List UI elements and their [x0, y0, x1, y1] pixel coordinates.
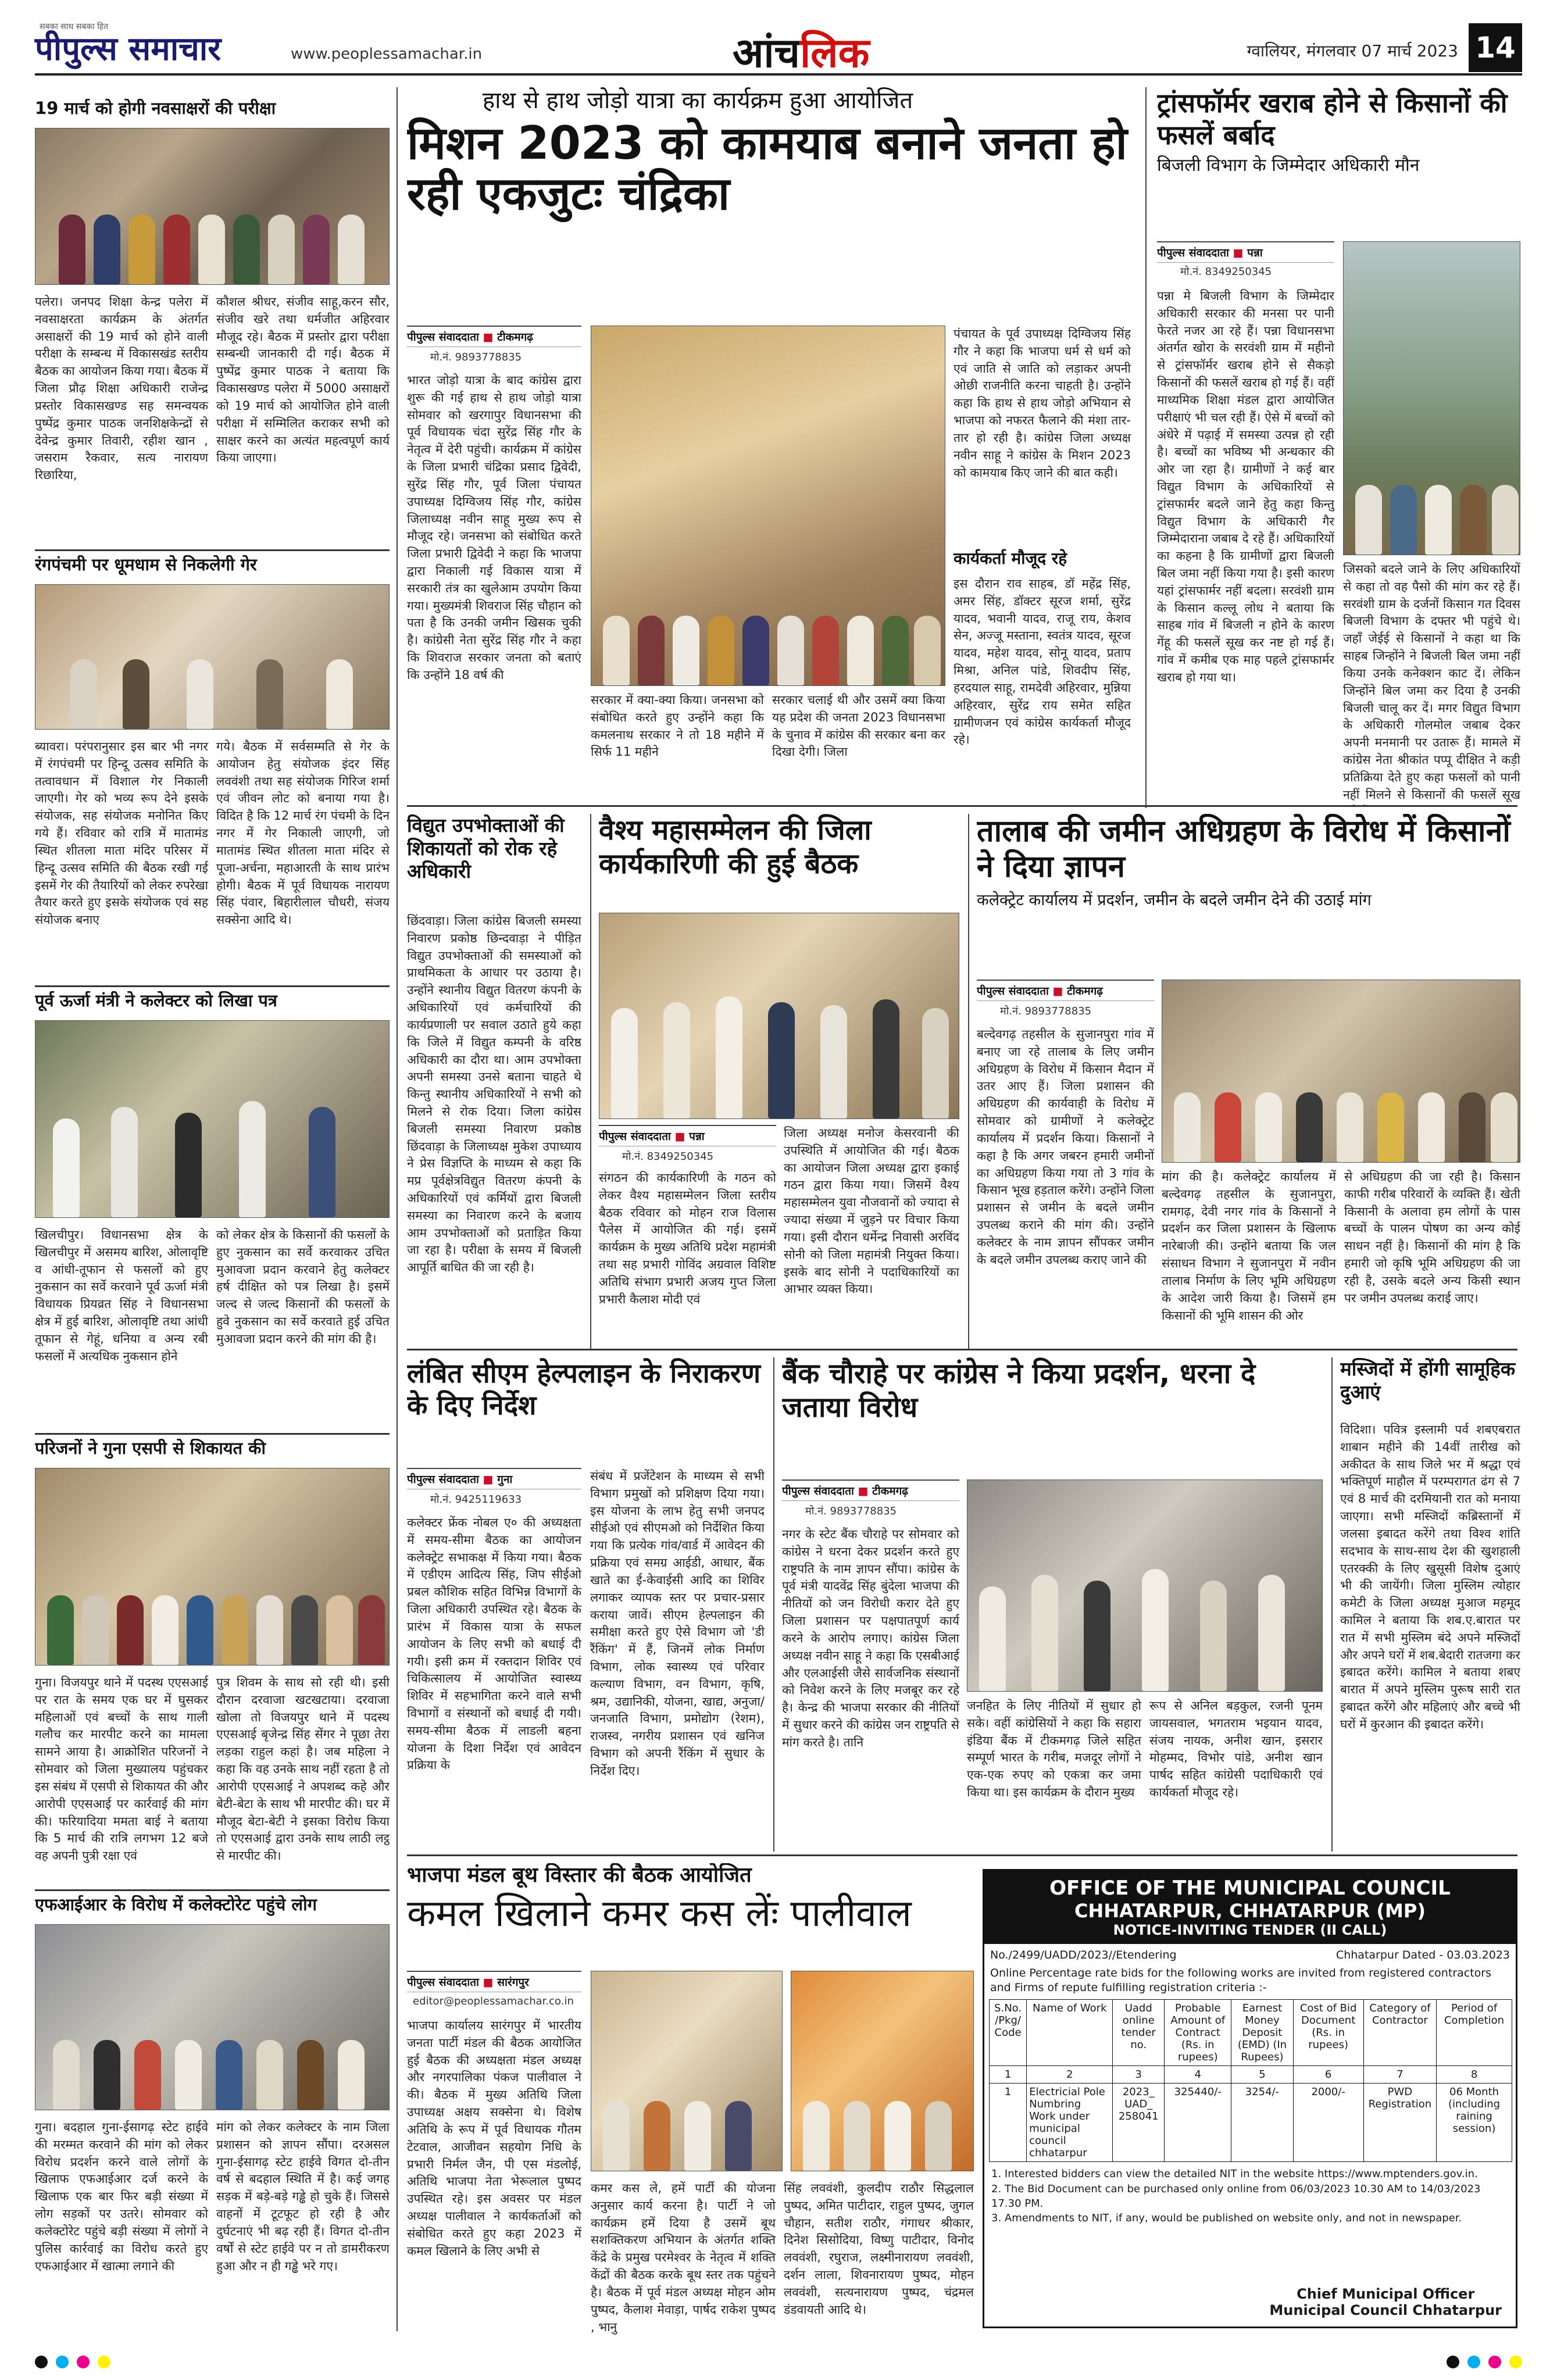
story-body: जिसको बदले जाने के लिए अधिकारियों से कहा तो वह पैसो की मांग कर रहे हैं। सरवंशी ग्राम के दर्जनों किसान गत दिवस बिजली विभाग के दफ्तर भी पहुंचे थे। जहाँ जेईई से किसानों ने कहा था कि साहब जिन्होंने ने बिजली बिल जमा नहीं किया उनके कनेक्शन काट दें। लेकिन जिन्होंने बिल जमा कर दिया है उनकी बिजली चालू कर दें। मगर विद्युत विभाग के अधिकारी गोलमोल जबाब देकर अपनी मनमानी पर उतारू हैं। मामले में कांग्रेस नेता श्रीकांत पप्पू दीक्षित ने कड़ी प्रतिक्रिया देते हुए कहा फसलों को पानी नहीं मिलने से किसानों की फसलें सूख [1343, 562, 1520, 802]
headline: पूर्व ऊर्जा मंत्री ने कलेक्टर को लिखा पत्र [35, 991, 277, 1010]
table-header: Name of Work [1027, 2000, 1113, 2066]
table-cell: 5 [1231, 2066, 1293, 2084]
news-photo [1162, 980, 1520, 1163]
story-divider [35, 1889, 390, 1891]
story-body: गुना। विजयपुर थाने में पदस्थ एएसआई पर रात के समय एक घर में घुसकर महिलाओं एवं बच्चों के साथ गाली गलौच कर मारपीट करने का मामला सामने आया है। आक्रोशित परिजनों ने सोमवार को जिला मुख्यालय पहुंचकर इस संबंध में एसपी से शिकायत की और आरोपी एएसआई पर कार्रवाई की मांग की। फरियादिया ममता बाई ने बताया कि 5 मार्च की रात्रि लगभग 12 बजे वह अपनी पुत्री रक्षा एवं [35, 1675, 208, 1863]
mobile-number: मो.नं. 8349250345 [622, 1150, 714, 1163]
story-body: कमर कस ले, हमें पार्टी की योजना अनुसार कार्य करना है। पार्टी ने जो कार्यक्रम हमें दिया है उसमें बूथ सशक्तिकरण अभियान के अंतर्गत शक्ति केंद्रे के प्रमुख परमेश्वर के नेतृत्व में शक्ति केंद्रों की बैठक करके बूथ स्तर तक पहुंचने है। बैठक में पूर्व मंडल अध्यक्ष मोहन ओम पुष्पद, कैलाश मेवाड़ा, पार्षद राकेश पुष्पद , भानु [591, 2181, 776, 2334]
story-bank-square-protest [782, 1357, 1323, 1852]
mobile-number: मो.नं. 9893778835 [1000, 1005, 1092, 1017]
headline: विद्युत उपभोक्ताओं की शिकायतों को रोक रहे अधिकारी [407, 814, 565, 883]
lead-story [407, 87, 1137, 805]
story-body: ब्यावरा। परंपरानुसार इस बार भी नगर में रंगपंचमी पर हिन्दू उत्सव समिति के तत्वावधान में विशाल गेर निकाली जाएगी। गेर को भव्य रूप देने इसके संयोजक, सह संयोजक मनोनित किए गये हैं। रविवार को रात्रि में मातामंड स्थित शीतला माता मंदिर परिसर में हिन्दू उत्सव समिति की बैठक रखी गई इसमें गेर की तैयारियों को लेकर रुपरेखा तैयार करते हुए इसके संयोजक एवं सह संयोजक बनाए [35, 739, 208, 927]
table-number-row [990, 2066, 1512, 2084]
story-body: छिंदवाड़ा। जिला कांग्रेस बिजली समस्या निवारण प्रकोष्ठ छिन्दवाड़ा ने पीड़ित विद्युत उपभोक्ताओं की समस्याओं को प्राथमिकता के आधार पर उठाया है। उन्होंने स्थानीय विद्युत वितरण कंपनी के अधिकारियों एवं कर्मचारियों की कार्यप्रणाली पर सवाल उठाते हुये कहा कि जिले में विद्युत कम्पनी के वरिष्ठ अधिकारी का दौरा था। आम उपभोक्ता अपनी समस्या उनसे बताना चाहते थे किन्तु स्थानीय अधिकारियों ने सभी को मिलने से रोक दिया। जिला कांग्रेस बिजली समस्या निवारण प्रकोष्ठ छिंदवाड़ा के जिलाध्यक्ष मुकेश उपाध्याय ने प्रेस विज्ञप्ति के माध्यम से कहा कि मप्र पूर्वक्षेत्रविद्युत वितरण कंपनी के अधिकारियों एवं कर्मियों द्वारा बिजली समस्या का निवारण करने के बजाय आम उपभोक्ताओं को प्रताड़ित किया जा रहा है। परीक्षा के समय में बिजली आपूर्ति बाधित की जा रही है। [407, 914, 581, 1275]
tender-note: 1. Interested bidders can view the detailed NIT in the website https://www.mptenders.gov.in. [991, 2168, 1478, 2181]
byline: पीपुल्स संवाददाता ■ टीकमगढ़ [782, 1480, 959, 1501]
story-guna-sp-complaint [35, 1439, 390, 1889]
story-body: जनहित के लिए नीतियों में सुधार हो सके। वहीं कांग्रेसियों ने कहा कि सहारा इंडिया बैंक में टीकमगढ़ जिले सहित सम्पूर्ण भारत के गरीब, मजदूर लोगों ने एक-एक रुपए को एकत्रा कर जमा किया था। इस कार्यक्रम के दौरान मुख्य [967, 1699, 1141, 1800]
tender-office: OFFICE OF THE MUNICIPAL COUNCIL [1049, 1877, 1451, 1900]
table-cell: 2023_ UAD_ 258041 [1113, 2084, 1165, 2162]
deck: बिजली विभाग के जिम्मेदार अधिकारी मौन [1157, 155, 1420, 176]
mobile-number: मो.नं. 9893778835 [430, 351, 522, 363]
tender-location: CHHATARPUR, CHHATARPUR (MP) [1074, 1900, 1426, 1922]
story-body: भारत जोड़ो यात्रा के बाद कांग्रेस द्वारा शुरू की गई हाथ से हाथ जोड़ो यात्रा सोमवार को खरगापुर विधानसभा की पूर्व विधायक चंदा सुरेंद्र सिंह गौर के नेतृत्व में देरी पहुंची। कार्यक्रम में कांग्रेस के जिला प्रभारी चंद्रिका प्रसाद द्विवेदी, सुरेंद्र सिंह गौर, पूर्व जिला पंचायत उपाध्यक्ष दिग्विजय सिंह गौर, कांग्रेस जिलाध्यक्ष नवीन साहू मुख्य रूप से मौजूद रहे। जनसभा को संबोधित करते जिला प्रभारी द्विवेदी ने कहा कि भाजपा द्वारा निकाली गई विकास यात्रा में सरकारी तंत्र का खुलेआम उपयोग किया गया। मुख्यमंत्री शिवराज सिंह चौहान को पता है कि उनकी जमीन खिसक चुकी है। कांग्रेसी नेता सुरेंद्र सिंह गौर ने कहा कि शिवराज सरकार जनता को बताएं कि उन्होंने 18 वर्ष की [407, 373, 581, 682]
table-header-row [990, 2000, 1512, 2066]
table-header: Probable Amount of Contract (Rs. in rupees) [1165, 2000, 1231, 2066]
story-divider [407, 1854, 1517, 1856]
table-cell: 2000/- [1293, 2084, 1363, 2162]
print-registration-marks [35, 2356, 110, 2370]
column-divider [968, 814, 969, 1349]
story-vaishya-meeting [599, 814, 959, 1349]
news-photo [35, 584, 390, 730]
mobile-number: मो.नं. 9425119633 [430, 1493, 522, 1506]
headline: बैंक चौराहे पर कांग्रेस ने किया प्रदर्शन, धरना दे जताया विरोध [782, 1357, 1256, 1424]
news-photo [599, 913, 959, 1119]
story-body: पलेरा। जनपद शिक्षा केन्द्र पलेरा में नवसाक्षरता कार्यक्रम के अंतर्गत असाक्षरों की 19 मार्च को होने वाली परीक्षा के सम्बन्ध में विकासखंड स्तरीय बैठक का आयोजन किया गया। बैठक में जिला प्रौढ़ शिक्षा अधिकारी राजेन्द्र प्रस्तोर विकासखण्ड सह समन्वयक पुष्पेंद्र कुमार पाठक जनशिक्षकेन्द्रों से देवेन्द्र कुमार तिवारी, रहीश खान , जसराम रैकवार, सत्य नारायण रिछारिया, [35, 295, 208, 483]
story-bjp-meeting [407, 1863, 974, 2337]
story-body: जिला अध्यक्ष मनोज केसरवानी की उपस्थिति में आयोजित की गई। बैठक का आयोजन जिला अध्यक्ष द्वारा इकाई गठन द्वारा किया गया। जिसमें वैश्य महासम्मेलन युवा नौजवानों को ज्यादा से ज्यादा संख्या में जुड़ने पर विचार किया गया। इसी दौरान धर्मेन्द्र निवासी अरविंद सोनी को जिला महामंत्री नियुक्त किया। इसके बाद सोनी ने पदाधिकारियों का आभार व्यक्त किया। [784, 1126, 959, 1296]
table-header: Period of Completion [1437, 2000, 1512, 2066]
headline: परिजनों ने गुना एसपी से शिकायत की [35, 1439, 266, 1458]
news-photo [791, 1971, 974, 2171]
website-url[interactable]: www.peoplessamachar.in [291, 45, 483, 63]
news-photo [35, 1468, 390, 1666]
news-photo [35, 128, 390, 285]
story-body: को लेकर क्षेत्र के किसानों की फसलों के हुए नुकसान का सर्वे करवाकर उचित मुआवजा प्रदान करवाने हेतु कलेक्टर हर्ष दीक्षित को पत्र लिखा है। इसमें जल्द से जल्द किसानों की फसलों के हुवे नुकसान का सर्वे करवाते हुई उचित मुआवजा प्रदान करने की मांग की है। [216, 1228, 390, 1346]
print-registration-marks [1447, 2356, 1522, 2370]
byline: पीपुल्स संवाददाता ■ सारंगपुर [407, 1971, 581, 1992]
table-row [990, 2084, 1512, 2162]
transformer-photo [1343, 241, 1520, 555]
story-body: खिलचीपुर। विधानसभा क्षेत्र के खिलचीपुर में असमय बारिश, ओलावृष्टि व आंधी-तूफान से फसलों को हुए नुकसान का सर्वे करवाने पूर्व ऊर्जा मंत्री विधायक प्रियव्रत सिंह ने विधानसभा क्षेत्र में हुई बारिश, ओलावृष्टि तथा आंधी तूफान से गेहूं, धनिया व अन्य रबी फसलों में अत्यधिक नुकसान होने [35, 1228, 208, 1363]
table-cell: 1 [990, 2066, 1027, 2084]
story-pond-land-protest [977, 814, 1520, 1349]
byline: पीपुल्स संवाददाता ■ टीकमगढ़ [977, 980, 1154, 1001]
headline: ट्रांसफॉर्मर खराब होने से किसानों की फसलें बर्बाद [1157, 87, 1508, 151]
column-divider [590, 814, 591, 1349]
story-body: कौशल श्रीधर, संजीव साहू,करन सौर, संजीव खरे तथा धर्मजीत अहिरवार मौजूद रहे। बैठक में प्रस्तोर द्वारा परीक्षा सम्बन्धी जानकारी दी गई। बैठक में पुष्पेंद्र कुमार पाठक ने बताया कि विकासखण्ड पलेरा में 5000 असाक्षरों को 19 मार्च को आयोजित होने वाली परीक्षा में सम्मिलित कराकर सभी को साक्षर करने का अत्यंत महत्वपूर्ण कार्य किया जाएगा। [216, 295, 390, 465]
table-cell: 3 [1113, 2066, 1165, 2084]
tender-note: 2. The Bid Document can be purchased only online from 06/03/2023 10.30 AM to 14/03/2023 17.30 PM. [991, 2182, 1481, 2210]
story-body: सरकार चलाई थी और उसमें क्या किया यह प्रदेश की जनता 2023 विधानसभा के चुनाव में कांग्रेस की सरकार बना कर दिखा देगी। जिला [772, 693, 945, 759]
story-masjid-prayers [1340, 1357, 1520, 1852]
story-body: से अधिग्रहण की जा रही है। किसान काफी गरीब परिवारों के व्यक्ति हैं। खेती किसानी के अलावा हम लोगों के पास बच्चों के पालन पोषण का अन्य कोई साधन नहीं है। किसानों की मांग है कि हमारी जो कृषि भूमि अधिग्रहण की जा रही है, उसके बदले अन्य किसी स्थान पर जमीन उपलब्ध कराई जाए। [1344, 1170, 1520, 1305]
tender-notice [983, 1869, 1517, 2328]
table-cell: 8 [1437, 2066, 1512, 2084]
story-body: संगठन की कार्यकारिणी के गठन को लेकर वैश्य महासम्मेलन जिला स्तरीय बैठक रविवार को मोहन राज विलास पैलेस में आयोजित की गई। इसमें कार्यक्रम के मुख्य अतिथि प्रदेश महामंत्री तथा सह प्रभारी गोविंद अग्रवाल विशिष्ट अतिथि संभाग प्रभारी अजय गुप्त जिला प्रभारी कैलाश मोदी एवं [599, 1171, 776, 1306]
tender-note: 3. Amendments to NIT, if any, would be published on website only, and not in newspaper. [991, 2211, 1462, 2224]
table-header: Category of Contractor [1363, 2000, 1436, 2066]
story-body: इस दौरान राव साहब, डॉ महेंद्र सिंह, अमर सिंह, डॉक्टर सूरज शर्मा, सुरेंद्र यादव, भवानी यादव, राजू राय, केशव सेन, अज्जू मस्ताना, स्वतंत्र यादव, सूरज यादव, महेश यादव, सोनू यादव, प्रताप मिश्रा, अनिल पांडे, शिवदीप सिंह, हरदयाल साहू, रामदेवी अहिरवार, मुन्निया अहिरवार, सुरेंद्र राय समेत सहित ग्रामीणजन एवं कांग्रेस कार्यकर्ता मौजूद रहे। [954, 577, 1131, 747]
table-cell: Electricial Pole Numbring Work under municipal council chhatarpur [1027, 2084, 1113, 2162]
table-header: S.No. /Pkg/ Code [990, 2000, 1027, 2066]
signatory-title: Chief Municipal Officer [1297, 2286, 1475, 2302]
news-photo [591, 1971, 783, 2171]
story-body: मांग की है। कलेक्ट्रेट कार्यालय में बल्देवगढ़ तहसील के सुजानपुरा, रामगढ़, देवी नगर गांव के किसानों ने प्रदर्शन कर जिला प्रशासन के खिलाफ नारेबाजी की। उन्होंने बताया कि जल संसाधन विभाग ने सुजानपुरा में नवीन तालाब निर्माण के लिए भूमि अधिग्रहण के आदेश जारी किया है। जिसमें हम किसानों की भूमि शासन की ओर [1162, 1170, 1336, 1323]
table-header: Cost of Bid Document (Rs. in rupees) [1293, 2000, 1363, 2066]
tender-meta [984, 1944, 1516, 1966]
story-body: नगर के स्टेट बैंक चौराहे पर सोमवार को कांग्रेस ने धरना देकर प्रदर्शन करते हुए राष्ट्रपति के नाम ज्ञापन सौंपा। कांग्रेस के पूर्व मंत्री यादवेंद्र सिंह बुंदेला भाजपा की नीतियों को जन विरोधी करार देते हुए जिला प्रशासन पर पक्षपातपूर्ण कार्य करने के आरोप लगाए। कांग्रेस जिला अध्यक्ष नवीन साहू ने कहा कि एसबीआई और एलआईसी जैसे सार्वजनिक संस्थानों को निवेश करने के लिए मजबूर कर रहे है। केन्द्र की भाजपा सरकार की नीतियों में सुधार करने की कांग्रेस जन राष्ट्रपति से मांग करते है। तानि [782, 1527, 959, 1749]
kicker: भाजपा मंडल बूथ विस्तार की बैठक आयोजित [407, 1863, 752, 1887]
story-body: भाजपा कार्यालय सारंगपुर में भारतीय जनता पार्टी मंडल की बैठक आयोजित हुई बैठक की अध्यक्षता मंडल अध्यक्ष और नगरपालिका पंकज पालीवाल ने की। बैठक में मुख्य अतिथि जिला उपाध्यक्ष अक्षय सक्सेना थे। विशेष अतिथि के रूप में पूर्व विधायक गौतम टेटवाल, आजीवन सहयोग निधि के प्रभारी निर्मल जैन, पी एस मंडलोई, अतिथि भाजपा नेता भेरूलाल पुष्पद उपस्थित रहे। इस अवसर पर मंडल अध्यक्ष पालीवाल ने कार्यकर्ताओं को संबोधित करते हुए कहा 2023 में कमल खिलाने के लिए अभी से [407, 2018, 581, 2258]
table-header: Uadd online tender no. [1113, 2000, 1165, 2066]
headline: रंगपंचमी पर धूमधाम से निकलेगी गेर [35, 555, 257, 574]
table-cell: 3254/- [1231, 2084, 1293, 2162]
tender-intro: Online Percentage rate bids for the following works are invited from registered contractors and Firms of repute fulfilling registration criteria :- [990, 1967, 1491, 1994]
story-cm-helpline [407, 1357, 765, 1852]
dateline: ग्वालियर, मंगलवार 07 मार्च 2023 [1247, 41, 1458, 60]
lead-photo-rally [591, 326, 945, 686]
story-body: सिंह लववंशी, कुलदीप राठौर सिद्धलाल पुष्पद, अमित पाटीदार, राहुल पुष्पद, जुगल चौहान, सतीश राठौर, गंगाधर श्रीकार, दिनेश सिसोदिया, विष्णु पाटीदार, विनोद लववंशी, रघुराज, लक्ष्मीनारायण लववंशी, दर्शन लाला, शिवनारायण पुष्पद, मोहन लववंशी, सत्यनारायण पुष्पद, चंद्रमल डंडवायती आदि थे। [784, 2181, 974, 2317]
masthead [35, 23, 1522, 76]
headline: मस्जिदों में होंगी सामूहिक दुआएं [1340, 1357, 1516, 1403]
table-cell: 06 Month (including raining session) [1437, 2084, 1512, 2162]
table-cell: 7 [1363, 2066, 1436, 2084]
tender-date: Chhatarpur Dated - 03.03.2023 [1335, 1949, 1510, 1961]
tender-ref: No./2499/UADD/2023//Etendering [990, 1949, 1177, 1961]
signatory-office: Municipal Council Chhatarpur [1269, 2302, 1502, 2318]
story-body: रूप से अनिल बड़कुल, रजनी पूनम जायसवाल, भगतराम भइयान यादव, संजय नायक, अनीश खान, इसरार मोहम्मद, विभोर पांडे, अनीश खान पार्षद सहित कांग्रेसी पदाधिकारी एवं कार्यकर्ता मौजूद रहे। [1149, 1699, 1323, 1800]
column-divider [773, 1357, 774, 1852]
news-photo [35, 1924, 390, 2110]
story-body: विदिशा। पवित्र इस्लामी पर्व शबएबरात शाबान महीने की 14वीं तारीख को अकीदत के साथ जिले भर में श्रद्धा एवं भक्तिपूर्ण माहौल में परम्परागत ढंग से 7 एवं 8 मार्च की दरमियानी रात को मनाया जाएगा। सभी मस्जिदों कब्रिस्तानों में जलसा इबादत करेंगे तथा विश्व शांति सदभाव के साथ-साथ देश की खुशहाली एतरक्की के लिए खुसूसी विशेष दुआएं भी की जायेंगी। जिला मुस्लिम त्योहार कमेटी के जिला अध्यक्ष मुआज महमूद कामिल ने बताया कि शब.ए.बारात पर रात में सभी मुस्लिम बंदे अपने मस्जिदों और अपने घरों में शब.बेदारी रातजगा कर इबादत करेंगे। कामिल ने बताया शबए बारात में अपने मुस्लिम पुरूष सारी रात इबादत करेंगे और महिलाएं और बच्चे भी घरों में कुरआन की इबादत करेंगे। [1340, 1423, 1520, 1731]
column-divider [1331, 1357, 1333, 1852]
story-literacy-exam [35, 99, 390, 552]
story-divider [35, 549, 390, 551]
table-cell: 4 [1165, 2066, 1231, 2084]
byline: पीपुल्स संवाददाता ■ पन्ना [599, 1125, 776, 1146]
table-cell: 2 [1027, 2066, 1113, 2084]
story-divider [35, 985, 390, 987]
news-photo [35, 1020, 390, 1218]
column-divider [397, 87, 398, 2331]
subheading: कार्यकर्ता मौजूद रहे [954, 549, 1067, 568]
table-cell: 6 [1293, 2066, 1363, 2084]
story-former-minister-letter [35, 991, 390, 1433]
newspaper-logo: पीपुल्स समाचार [35, 30, 222, 68]
headline: 19 मार्च को होगी नवसाक्षरों की परीक्षा [35, 99, 276, 118]
story-body: गुना। बदहाल गुना-ईसागढ़ स्टेट हाईवे की मरम्मत करवाने की मांग को लेकर विरोध प्रदर्शन करने वाले लोगों के खिलाफ एफआईआर दर्ज करने के खिलाफ एक बार फिर बड़ी संख्या में लोग सड़कों पर उतरे। सोमवार को कलेक्टोरेट पहुंचे बड़ी संख्या में लोगों ने पुलिस कार्रवाई का विरोध करते हुए एफआईआर में खात्मा लगाने की [35, 2120, 208, 2273]
byline: पीपुल्स संवाददाता ■ टीकमगढ़ [407, 326, 581, 347]
table-cell: PWD Registration [1363, 2084, 1436, 2162]
byline: पीपुल्स संवाददाता ■ पन्ना [1157, 241, 1334, 263]
table-cell: 325440/- [1165, 2084, 1231, 2162]
tender-table [989, 1999, 1512, 2162]
news-photo [967, 1480, 1323, 1692]
masthead-tagline: सबका साथ सबका हित [40, 22, 109, 31]
story-body: कलेक्टर फ्रेंक नोबल ए० की अध्यक्षता में समय-सीमा बैठक का आयोजन कलेक्ट्रेट सभाकक्ष में किया गया। बैठक में एडीएम आदित्य सिंह, जिप सीईओ प्रबल कौशिक सहित विभिन्न विभागों के जिला अधिकारी उपस्थित रहे। बैठक के प्रारंभ में विकास यात्रा के सफल आयोजन के लिए सभी को बधाई दी गयी। इसी क्रम में रक्तदान शिविर एवं चिकित्सालय में आयोजित स्वास्थ्य शिविर में सहभागिता करने वाले सभी विभागों व संस्थानों को बधाई दी गयी। समय-सीमा बैठक में लाडली बहना योजना के दिशा निर्देश एवं आवेदन प्रक्रिया के [407, 1516, 581, 1773]
headline: कमल खिलाने कमर कस लेंः पालीवाल [407, 1892, 912, 1936]
column-divider [1145, 87, 1147, 808]
headline: लंबित सीएम हेल्पलाइन के निराकरण के दिए निर्देश [407, 1357, 761, 1421]
story-body: गये। बैठक में सर्वसम्मति से गेर के आयोजन हेतु संयोजक इंदर सिंह लववंशी तथा सह संयोजक गिरिज शर्मा एवं जीवन लोट को बनाया गया है। विदित है कि 12 मार्च रंग पंचमी के दिन नगर में गेर निकाली जाएगी, जो मातामंड स्थित शीतला माता मंदिर से पूजा-अर्चना, महाआरती के साथ प्रारंभ होगी। बैठक में पूर्व विधायक नारायण सिंह पंवार, बिहारीलाल चौधरी, संजय सक्सेना आदि थे। [216, 739, 390, 927]
story-transformer [1157, 87, 1520, 805]
page-number: 14 [1469, 23, 1522, 72]
table-header: Earnest Money Deposit (EMD) (In Rupees) [1231, 2000, 1293, 2066]
mobile-number: मो.नं. 8349250345 [1180, 266, 1272, 278]
byline: पीपुल्स संवाददाता ■ गुना [407, 1468, 581, 1489]
headline: एफआईआर के विरोध में कलेक्टोरेट पहुंचे लोग [35, 1895, 317, 1914]
story-body: पंचायत के पूर्व उपाध्यक्ष दिग्विजय सिंह गौर ने कहा कि भाजपा धर्म से धर्म को एवं जाति से जाति को लड़ाकर अपनी ओछी राजनीति करना चाहती है। उन्होंने कहा कि हाथ से हाथ जोड़ो अभियान से भाजपा को नफरत फैलाने की मंशा तार-तार हो रही है। कांग्रेस जिला अध्यक्ष नवीन साहू ने कांग्रेस के मिशन 2023 को कामयाब किए जाने की बात कही। [954, 327, 1131, 480]
deck: कलेक्ट्रेट कार्यालय में प्रदर्शन, जमीन के बदले जमीन देने की उठाई मांग [977, 891, 1372, 909]
story-divider [35, 1433, 390, 1435]
story-body: बल्देवगढ़ तहसील के सुजानपुरा गांव में बनाए जा रहे तालाब के लिए जमीन अधिग्रहण के विरोध में किसान मैदान में उतर आए हैं। जिला प्रशासन की अधिग्रहण की कार्यवाही के विरोध में सोमवार को ग्रामीणों ने कलेक्ट्रेट कार्यालय में प्रदर्शन किया। किसानों ने कहा है कि अगर जबरन हमारी जमीनों का अधिग्रहण किया गया तो 3 गांव के किसान भूख हड़ताल करेंगे। उन्होंने जिला प्रशासन से जमीन के बदले जमीन उपलब्ध कराने की मांग की। उन्होंने कलेक्टर के नाम ज्ञापन सौंपकर जमीन के बदले जमीन उपलब्ध कराए जाने की [977, 1027, 1154, 1267]
tender-header [984, 1871, 1516, 1944]
story-body: सरकार में क्या-क्या किया। जनसभा को संबोधित करते हुए उन्होंने कहा कि कमलनाथ सरकार ने तो 18 महीने में सिर्फ 11 महीने [591, 693, 764, 759]
kicker: हाथ से हाथ जोड़ो यात्रा का कार्यक्रम हुआ आयोजित [482, 87, 913, 114]
headline: तालाब की जमीन अधिग्रहण के विरोध में किसानों ने दिया ज्ञापन [977, 814, 1510, 885]
mobile-number: मो.नं. 9893778835 [805, 1505, 897, 1517]
headline: वैश्य महासम्मेलन की जिला कार्यकारिणी की हुई बैठक [599, 814, 872, 880]
story-body: पन्ना मे बिजली विभाग के जिम्मेदार अधिकारी सरकार की मनसा पर पानी फेरते नजर आ रहे हैं। पन्ना विधानसभा अंतर्गत खोरा के सरवंशी ग्राम में महीनो से ट्रांसफॉर्मर खराब होने से सैकड़ो किसानों की फसलें खराब हो गई हैं। वहीं माध्यमिक शिक्षा मंडल द्वारा आयोजित परीक्षाएं भी चल रही हैं। ऐसे में बच्चों को अंधेरे में पढ़ाई में समस्या उत्पन्न हो रही है। बच्चों का भविष्य भी अन्धकार की ओर जा रहा है। ग्रामीणों ने कई बार विद्युत विभाग के अधिकारियों से ट्रांसफार्मर बदले जाने हेतु कहा किन्तु विद्युत विभाग के अधिकारी गैर जिम्मेदाराना जबाब दे रहे हैं। अधिकारियों का कहना है कि ग्रामीणों द्वारा बिजली बिल जमा नहीं किया गया है। इसी कारण यहां ट्रांसफार्मर नहीं बदला। सरवंशी ग्राम के किसान कल्लू लोध ने बताया कि साहब गांव में बिजली न होने के कारण गेंहू की फसलें सूख कर नष्ट हो गई हैं। गांव में कमीब एक माह पहले ट्रांसफार्मर खराब हो गया था। [1157, 289, 1334, 684]
story-body: मांग को लेकर कलेक्टर के नाम जिला प्रशासन को ज्ञापन सौंपा। दरअसल गुना-ईसागढ़ स्टेट हाईवे विगत दो-तीन वर्ष से बदहाल स्थिति में है। कई जगह सड़क में बड़े-बड़े गड्ढे हो चुके हैं। जिससे वाहनों में टूटफूट हो रही है और दुर्घटनाएं भी बढ़ रही हैं। विगत दो-तीन वर्षों से स्टेट हाईवे पर न तो डामरीकरण हुआ और न ही गड्ढे भरे गए। [216, 2120, 390, 2273]
editor-email[interactable]: editor@peoplessamachar.co.in [413, 1995, 574, 2007]
story-body: पुत्र शिवम के साथ सो रही थी। इसी दौरान दरवाजा खटखटाया। दरवाजा खोला तो विजयपुर थाने में पदस्थ एएसआई बृजेन्द्र सिंह सेंगर ने पूछा तेरा लड़का राहुल कहां है। जब महिला ने कहा कि वह उनके साथ नहीं रहता है तो आरोपी एएसआई ने अपशब्द कहे और बेटी-बेटा के साथ भी मारपीट की। घर में मौजूद बेटा-बेटी ने इसका विरोध किया तो एएसआई द्वारा उनके साथ लाठी लट्ठ से मारपीट की। [216, 1675, 390, 1863]
tender-type: NOTICE-INVITING TENDER (II CALL) [1113, 1922, 1387, 1938]
tender-signatory [1269, 2286, 1502, 2318]
table-cell: 1 [990, 2084, 1027, 2162]
story-electric-complaints [407, 814, 581, 1349]
section-title: आंचलिक [733, 28, 870, 77]
story-fir-protest [35, 1895, 390, 2337]
story-body: संबंध में प्रजेंटेशन के माध्यम से सभी विभाग प्रमुखों को प्रशिक्षण दिया गया। इस योजना के लाभ हेतु सभी जनपद सीईओ एवं सीएमओ को निर्देशित किया गया कि प्रत्येक गांव/वार्ड में आवेदन की प्रक्रिया एवं समग्र आईडी, आधार, बैंक खाते का ई-केवाईसी आदि का शिविर लगाकर व्यापक स्तर पर प्रचार-प्रसार कराया जावें। सीएम हेल्पलाइन की समीक्षा करते हुए ऐसे विभाग जो 'डी रैंकिंग' में हैं, जिनमें लोक निर्माण विभाग, लोक स्वास्थ्य एवं परिवार कल्याण विभाग, वन विभाग, कृषि, श्रम, उद्यानिकी, योजना, खाद्य, अनुजा/जनजाति विभाग, प्रमोद्योग (रेशम), राजस्व, नगरीय प्रशासन एवं खनिज विभाग को अपनी रैंकिंग में सुधार के निर्देश दिए। [590, 1469, 765, 1778]
headline: मिशन 2023 को कामयाब बनाने जनता हो रही एकजुटः चंद्रिका [407, 117, 1127, 221]
tender-notes [984, 2162, 1516, 2230]
story-divider [407, 1349, 1517, 1350]
story-divider [407, 805, 1517, 807]
story-rangpanchami [35, 555, 390, 985]
